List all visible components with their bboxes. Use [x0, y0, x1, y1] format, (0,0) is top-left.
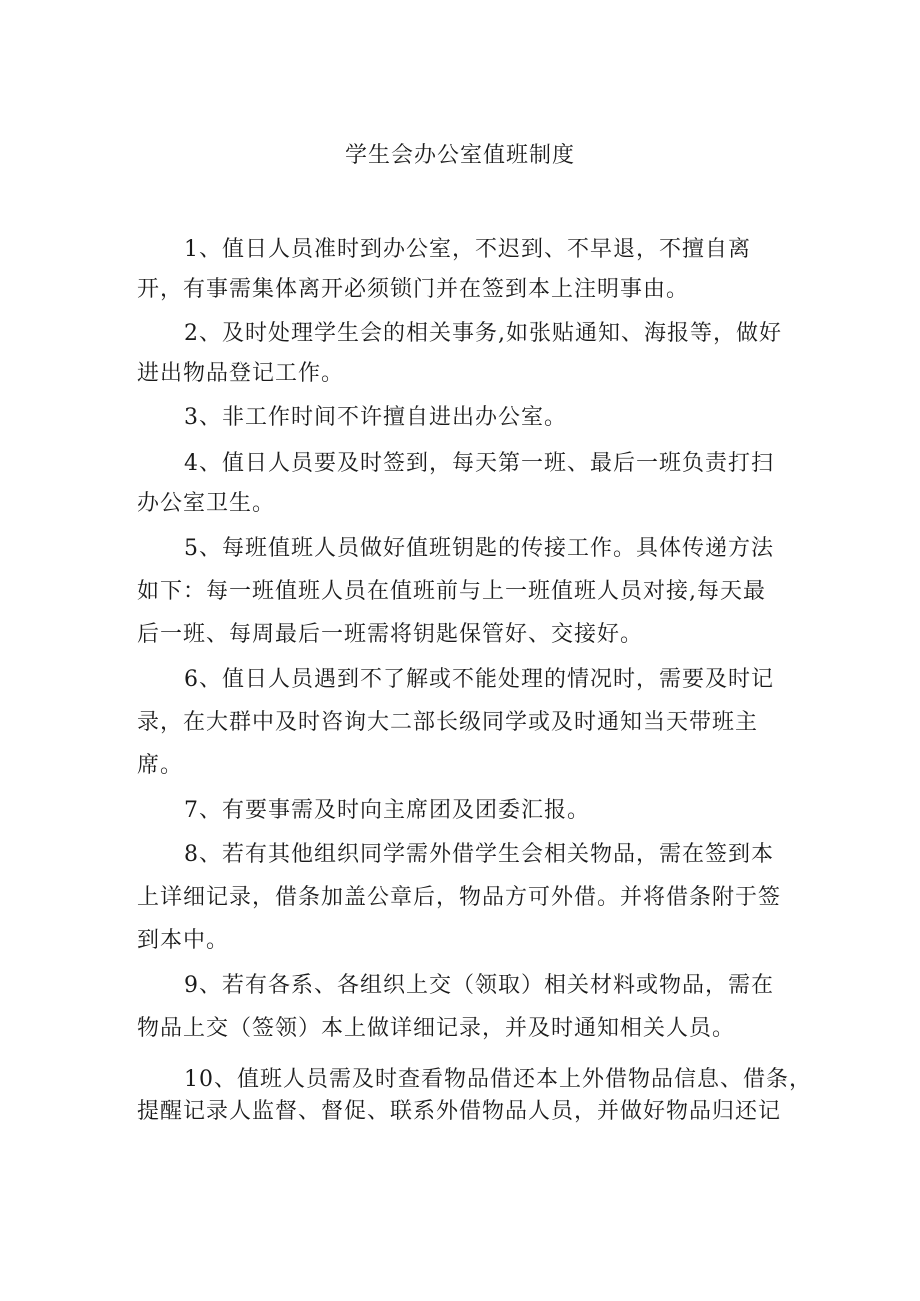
rule-10-line-1: 10、值班人员需及时查看物品借还本上外借物品信息、借条， [184, 1067, 812, 1092]
rule-1-line-1: 1、值日人员准时到办公室，不迟到、不早退，不擅自离 [184, 237, 751, 262]
rule-6-line-2: 录，在大群中及时咨询大二部长级同学或及时通知当天带班主 [137, 710, 759, 735]
document-title: 学生会办公室值班制度 [344, 143, 575, 168]
rule-5-line-1: 5、每班值班人员做好值班钥匙的传接工作。具体传递方法 [184, 536, 774, 561]
rule-7-line-1: 7、有要事需及时向主席团及团委汇报。 [184, 798, 590, 823]
rule-6-line-3: 席。 [137, 753, 184, 778]
rule-8-line-1: 8、若有其他组织同学需外借学生会相关物品，需在签到本 [184, 842, 774, 867]
rule-1-line-2: 开，有事需集体离开必须锁门并在签到本上注明事由。 [137, 277, 690, 302]
rule-5-line-2: 如下：每一班值班人员在值班前与上一班值班人员对接,每天最 [137, 579, 766, 604]
rule-10-line-2: 提醒记录人监督、督促、联系外借物品人员，并做好物品归还记 [137, 1099, 782, 1124]
rule-3-line-1: 3、非工作时间不许擅自进出办公室。 [184, 405, 567, 430]
rule-8-line-3: 到本中。 [137, 928, 230, 953]
rule-9-line-1: 9、若有各系、各组织上交（领取）相关材料或物品，需在 [184, 973, 774, 998]
rule-9-line-2: 物品上交（签领）本上做详细记录，并及时通知相关人员。 [137, 1016, 736, 1041]
rule-5-line-3: 后一班、每周最后一班需将钥匙保管好、交接好。 [137, 622, 644, 647]
rule-6-line-1: 6、值日人员遇到不了解或不能处理的情况时，需要及时记 [184, 667, 774, 692]
rule-4-line-2: 办公室卫生。 [137, 491, 276, 516]
rule-8-line-2: 上详细记录，借条加盖公章后，物品方可外借。并将借条附于签 [137, 885, 782, 910]
rule-4-line-1: 4、值日人员要及时签到，每天第一班、最后一班负责打扫 [184, 451, 774, 476]
rule-2-line-1: 2、及时处理学生会的相关事务,如张贴通知、海报等，做好 [184, 321, 782, 346]
rule-2-line-2: 进出物品登记工作。 [137, 361, 345, 386]
